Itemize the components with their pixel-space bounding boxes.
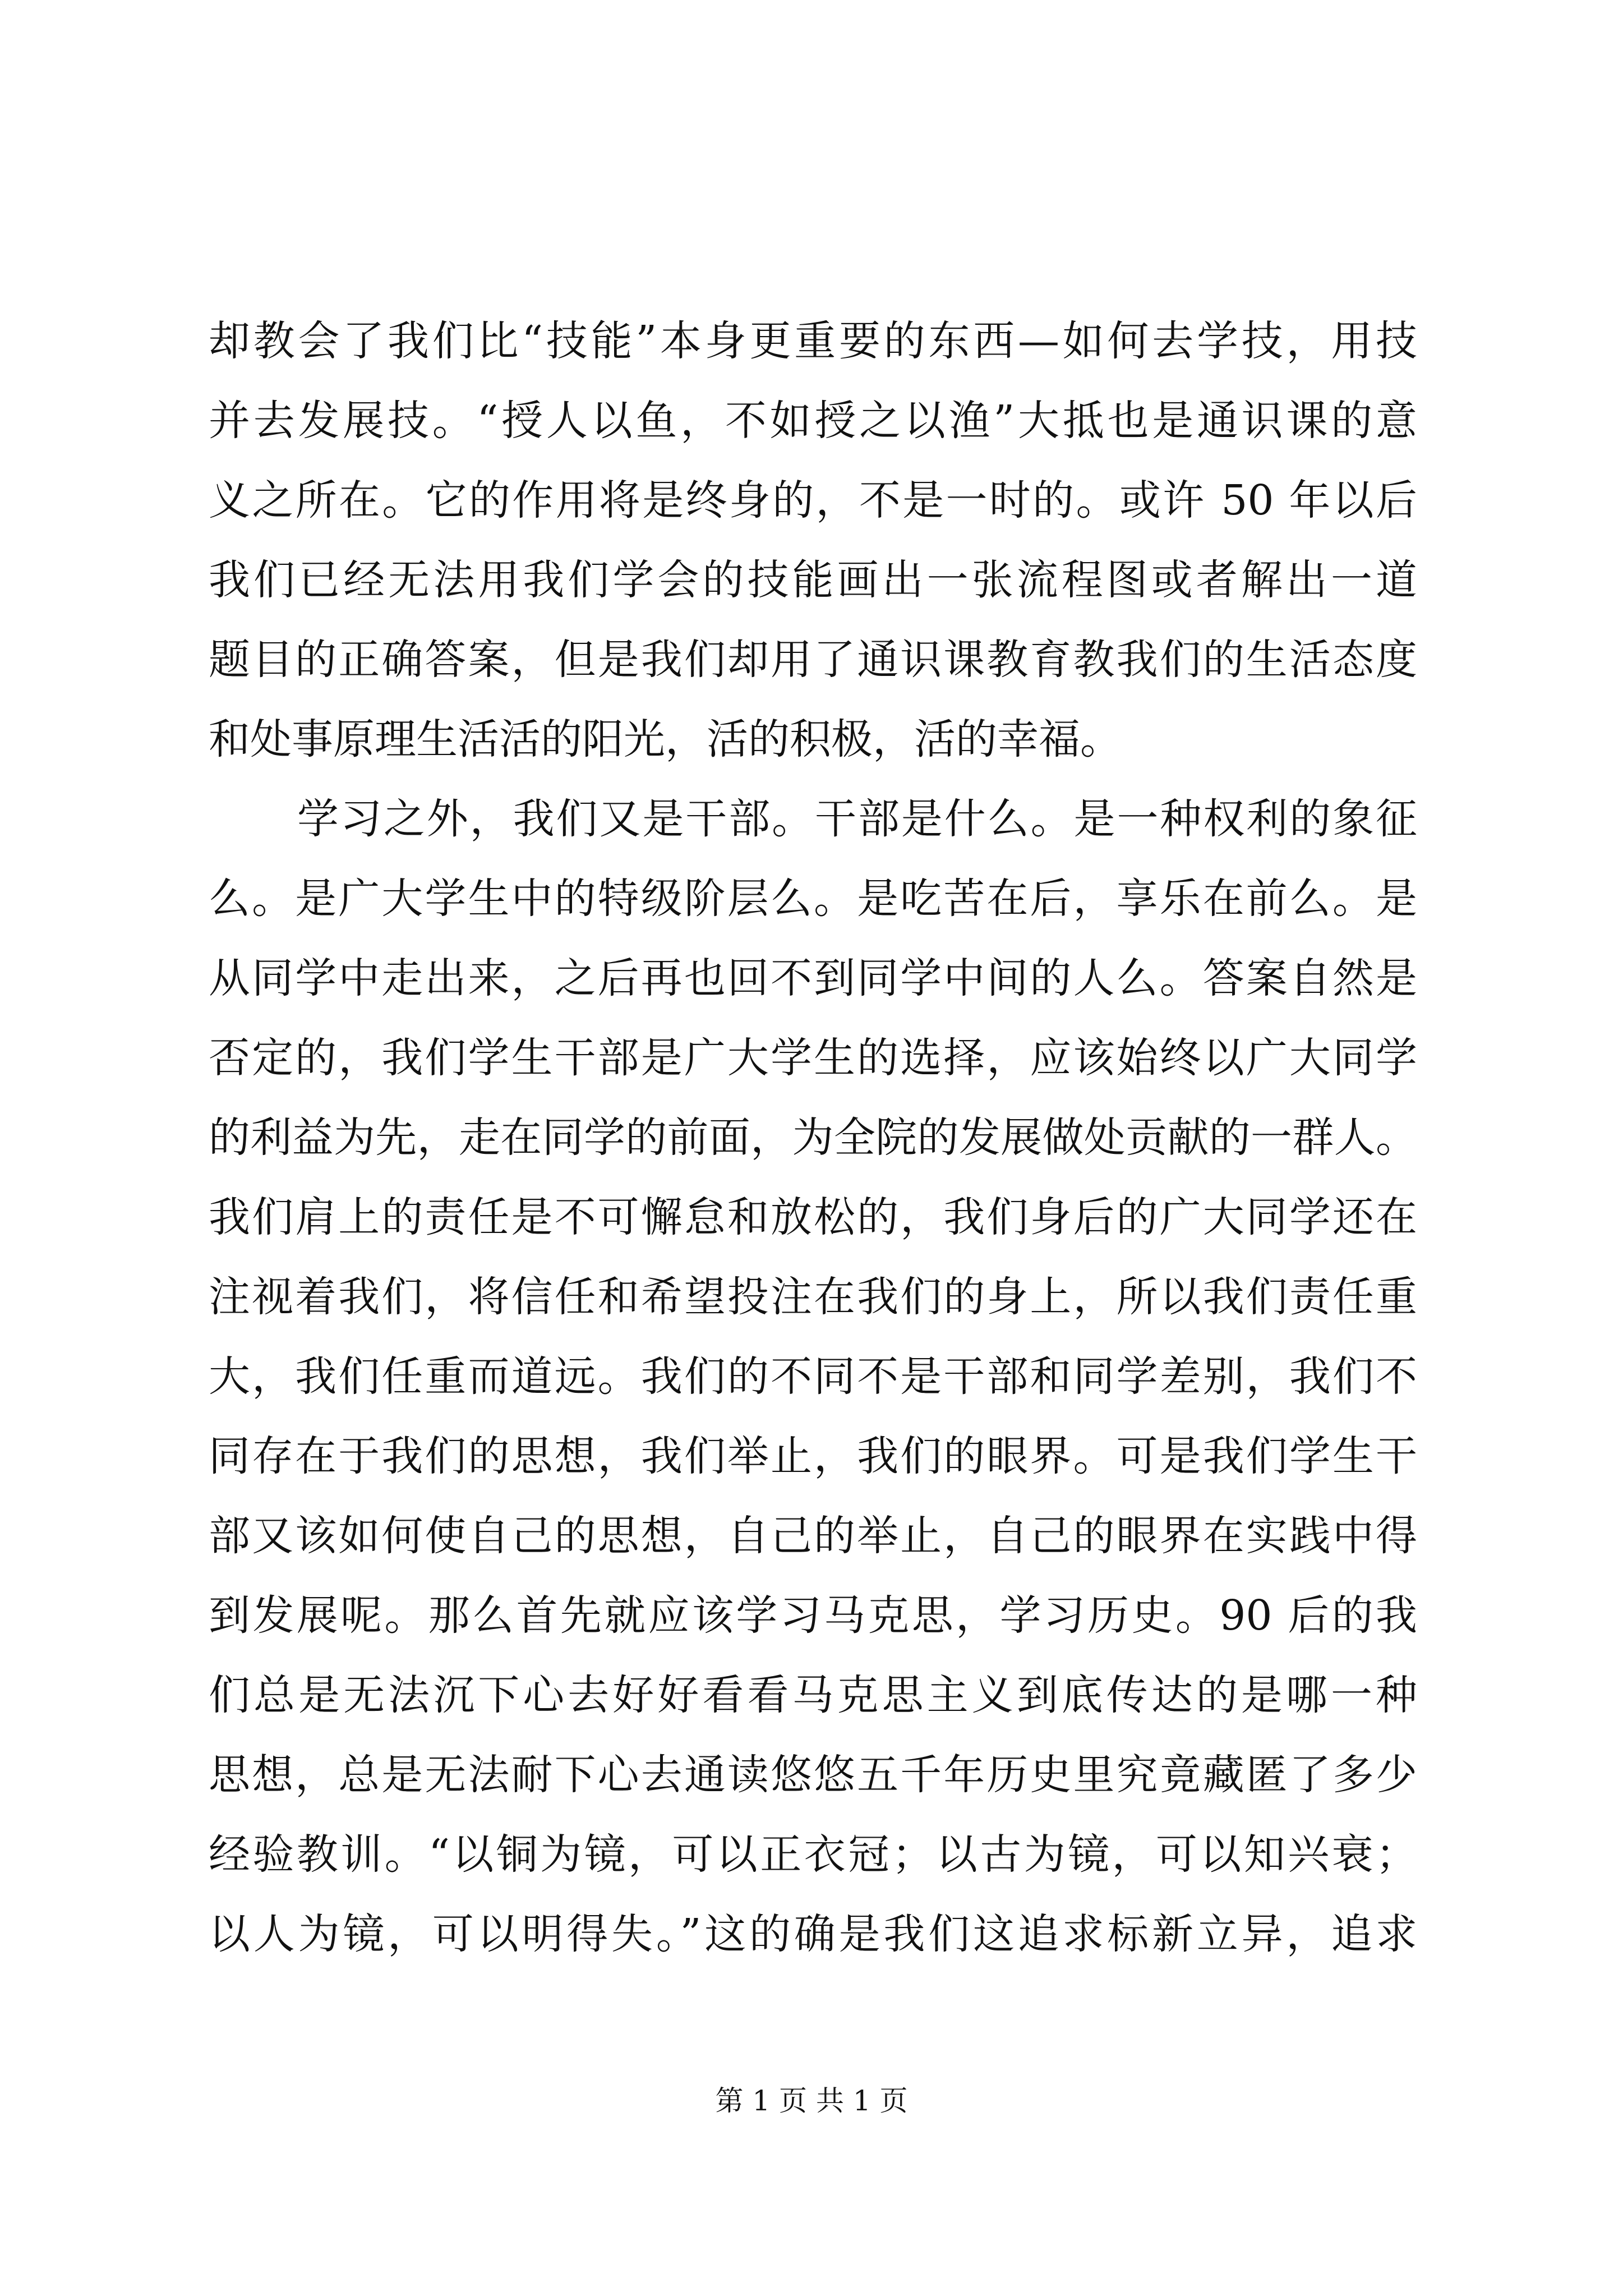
text-line: 同存在于我们的思想，我们举止，我们的眼界。可是我们学生干 [209,1432,1417,1480]
text-line: 部又该如何使自己的思想，自己的举止，自己的眼界在实践中得 [209,1512,1417,1560]
text-line: 却教会了我们比“技能”本身更重要的东西—如何去学技，用技 [209,317,1417,365]
text-line: 从同学中走出来，之后再也回不到同学中间的人么。答案自然是 [209,954,1417,1002]
text-line: 们总是无法沉下心去好好看看马克思主义到底传达的是哪一种 [209,1671,1417,1719]
page-number-footer: 第 1 页 共 1 页 [715,2085,908,2117]
text-line: 学习之外，我们又是干部。干部是什么。是一种权利的象征 [297,795,1417,843]
text-line: 的利益为先，走在同学的前面，为全院的发展做处贡献的一群人。 [209,1114,1417,1162]
text-line: 我们已经无法用我们学会的技能画出一张流程图或者解出一道 [209,556,1417,604]
text-line: 和处事原理生活活的阳光，活的积极，活的幸福。 [209,715,1122,763]
text-line: 大，我们任重而道远。我们的不同不是干部和同学差别，我们不 [209,1352,1417,1401]
text-line: 义之所在。它的作用将是终身的，不是一时的。或许 50 年以后 [209,476,1417,524]
text-line: 经验教训。“以铜为镜，可以正衣冠；以古为镜，可以知兴衰； [209,1830,1417,1879]
text-line: 我们肩上的责任是不可懈怠和放松的，我们身后的广大同学还在 [209,1193,1417,1241]
text-line: 题目的正确答案，但是我们却用了通识课教育教我们的生活态度 [209,636,1417,684]
text-line: 否定的，我们学生干部是广大学生的选择，应该始终以广大同学 [209,1034,1417,1082]
text-line: 到发展呢。那么首先就应该学习马克思，学习历史。90 后的我 [209,1591,1417,1640]
text-line: 并去发展技。“授人以鱼，不如授之以渔”大抵也是通识课的意 [209,397,1417,445]
text-line: 注视着我们，将信任和希望投注在我们的身上，所以我们责任重 [209,1273,1417,1321]
text-line: 思想，总是无法耐下心去通读悠悠五千年历史里究竟藏匿了多少 [209,1751,1417,1799]
text-line: 么。是广大学生中的特级阶层么。是吃苦在后，享乐在前么。是 [209,875,1417,923]
text-line: 以人为镜，可以明得失。”这的确是我们这追求标新立异，追求 [209,1910,1417,1958]
